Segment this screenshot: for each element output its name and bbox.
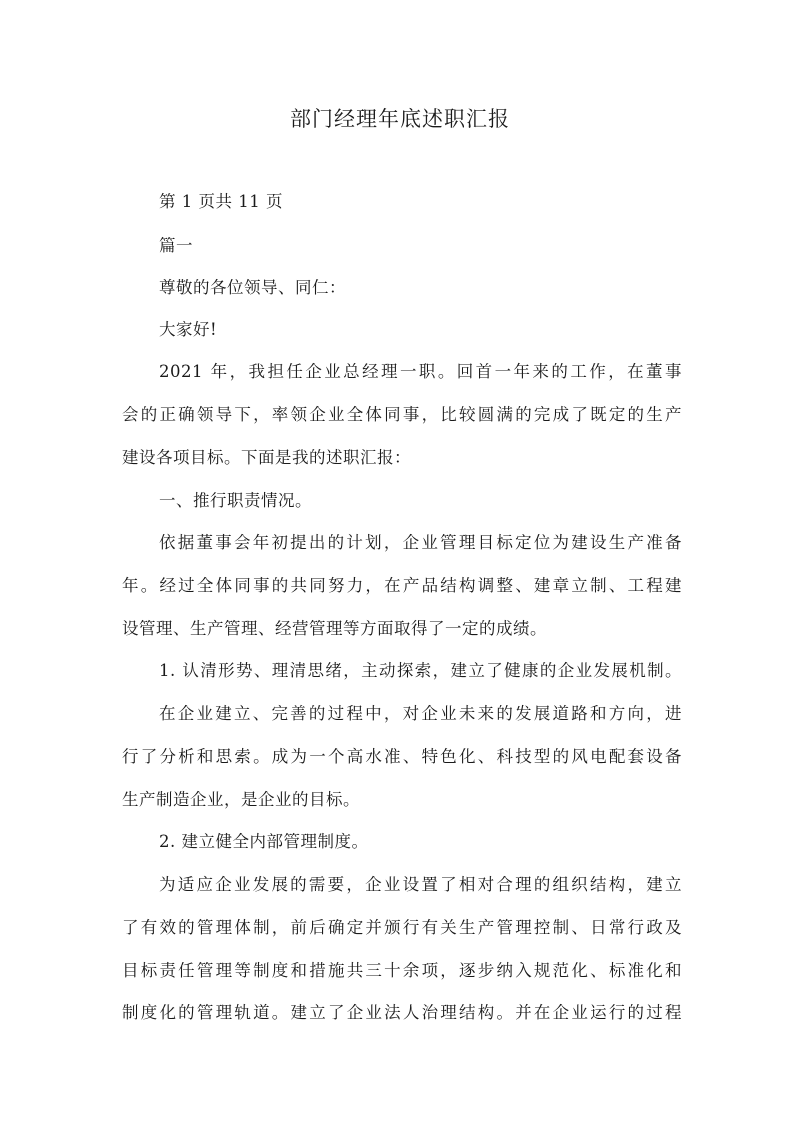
document-title: 部门经理年底述职汇报 bbox=[290, 107, 510, 131]
paragraph-line: 在企业建立、完善的过程中，对企业未来的发展道路和方向，进 bbox=[159, 704, 682, 723]
greeting: 大家好! bbox=[159, 320, 218, 339]
section-heading: 篇一 bbox=[159, 236, 193, 255]
subsection-heading: 2. 建立健全内部管理制度。 bbox=[159, 832, 369, 851]
paragraph-line: 生产制造企业，是企业的目标。 bbox=[122, 790, 360, 809]
paragraph-line: 了有效的管理体制，前后确定并颁行有关生产管理控制、日常行政及 bbox=[122, 918, 682, 937]
paragraph-line: 为适应企业发展的需要，企业设置了相对合理的组织结构，建立 bbox=[159, 875, 682, 894]
page-info: 第 1 页共 11 页 bbox=[159, 192, 283, 211]
paragraph-line: 会的正确领导下，率领企业全体同事，比较圆满的完成了既定的生产 bbox=[122, 405, 682, 424]
paragraph-line: 设管理、生产管理、经营管理等方面取得了一定的成绩。 bbox=[122, 619, 547, 638]
paragraph-line: 2021 年，我担任企业总经理一职。回首一年来的工作，在董事 bbox=[159, 362, 682, 381]
paragraph-line: 目标责任管理等制度和措施共三十余项，逐步纳入规范化、标准化和 bbox=[122, 961, 682, 980]
section-heading: 一、推行职责情况。 bbox=[159, 491, 312, 510]
subsection-heading: 1. 认清形势、理清思绪，主动探索，建立了健康的企业发展机制。 bbox=[159, 661, 682, 680]
paragraph-line: 年。经过全体同事的共同努力，在产品结构调整、建章立制、工程建 bbox=[122, 576, 682, 595]
paragraph-line: 建设各项目标。下面是我的述职汇报： bbox=[122, 448, 411, 467]
paragraph-line: 依据董事会年初提出的计划，企业管理目标定位为建设生产准备 bbox=[159, 533, 682, 552]
paragraph-line: 制度化的管理轨道。建立了企业法人治理结构。并在企业运行的过程 bbox=[122, 1003, 682, 1022]
paragraph-line: 行了分析和思索。成为一个高水准、特色化、科技型的风电配套设备 bbox=[122, 747, 682, 766]
salutation: 尊敬的各位领导、同仁： bbox=[159, 278, 346, 297]
